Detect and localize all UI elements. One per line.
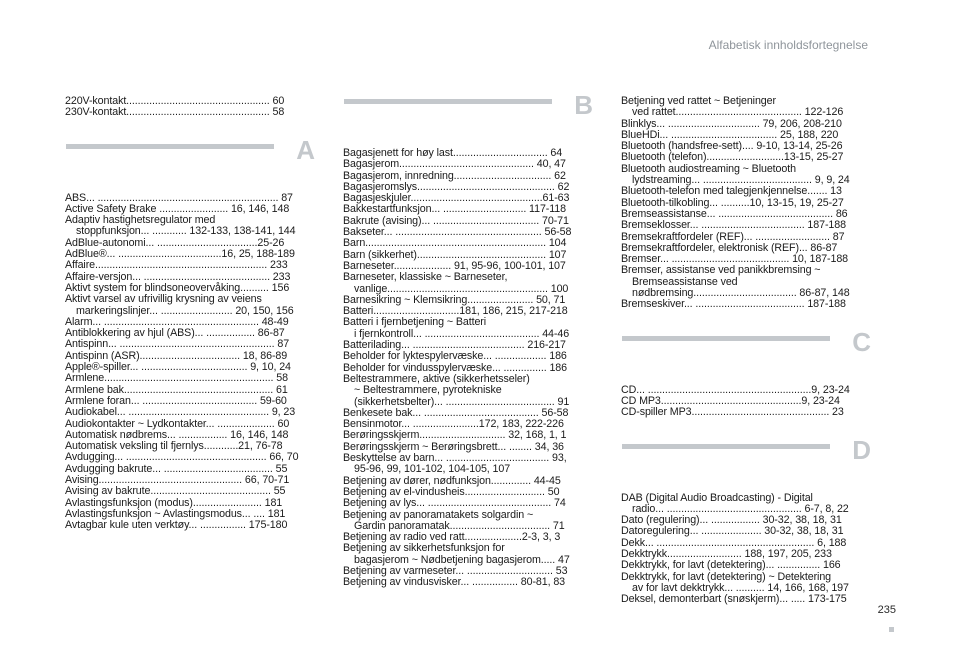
page-number: 235 — [877, 604, 896, 616]
entry-text: Apple®-spiller... ..................................... 9, 10, 24 — [65, 361, 291, 374]
section-divider — [344, 99, 552, 104]
index-entry — [343, 577, 597, 588]
index-section-d — [621, 434, 875, 606]
index-entry — [65, 107, 319, 118]
index-column-2 — [343, 90, 597, 611]
section-divider — [622, 444, 830, 449]
entry-text: CD MP3.................................................9, 23-24 — [621, 394, 840, 407]
entry-text: Antispinn... ...................................................... 87 — [65, 338, 290, 351]
entry-text: Affaire-versjon... ............................................ 233 — [65, 270, 291, 283]
section-letter: C — [852, 326, 871, 357]
entry-continuation: vanlige........................................................ 100 — [354, 282, 569, 295]
entry-continuation: bagasjerom ~ Nødbetjening bagasjerom..... 47 — [354, 553, 570, 566]
entry-text: Dekk... ....................................................... 6, 188 — [621, 536, 847, 549]
entry-text: Avtagbar kule uten verktøy... ................ 175-180 — [65, 519, 288, 532]
index-entry — [343, 510, 597, 533]
index-entry — [343, 272, 597, 295]
index-entry — [621, 560, 875, 571]
entry-continuation: ved rattet............................................ 122-126 — [632, 106, 844, 119]
entry-text: Bakrute (avising)... ..................................... 70-71 — [343, 214, 569, 227]
entry-text: Avlastingsfunksjon (modus)........................ 181 — [65, 496, 283, 509]
index-entry — [65, 294, 319, 317]
entry-text: Audiokontakter ~ Lydkontakter... .................... 60 — [65, 417, 290, 430]
entry-text: Bluetooth audiostreaming ~ Bluetooth — [621, 162, 796, 175]
entry-text: Berøringsskjerm.............................. 32, 168, 1, 1 — [343, 429, 567, 442]
entry-text: Bagasjeskjuler..............................................61-63 — [343, 192, 570, 205]
entry-text: BlueHDi... ..................................... 25, 188, 220 — [621, 128, 839, 141]
entry-text: Betjening av radio ved ratt....................2-3, 3, 3 — [343, 531, 561, 544]
entry-text: Betjening av sikkerhetsfunksjon for — [343, 542, 505, 555]
entry-text: Barnesikring ~ Klemsikring....................... 50, 71 — [343, 293, 566, 306]
entry-text: Batteri i fjernbetjening ~ Batteri — [343, 316, 487, 329]
entry-continuation: Bremseassistanse ved — [632, 275, 738, 288]
entry-continuation: Gardin panoramatak................................... 71 — [354, 519, 565, 532]
entry-continuation: 95-96, 99, 101-102, 104-105, 107 — [354, 463, 511, 476]
entry-text: Bluetooth-telefon med talegjenkjennelse....... 13 — [621, 185, 842, 198]
entry-text: Barn............................................................... 104 — [343, 237, 567, 250]
entry-text: Armlene........................................................... 58 — [65, 372, 288, 385]
entry-text: Bluetooth-tilkobling... ..........10, 13-15, 19, 25-27 — [621, 196, 844, 209]
entry-continuation: lydstreaming... ...................................... 9, 9, 24 — [632, 174, 850, 187]
entry-text: Barn (sikkerhet)............................................. 107 — [343, 248, 567, 261]
entry-text: Barneseter, klassiske ~ Barneseter, — [343, 271, 508, 284]
entry-text: Avising.................................................. 66, 70-71 — [65, 474, 290, 487]
index-entry — [343, 453, 597, 476]
index-entry — [621, 96, 875, 119]
entry-continuation: ~ Beltestrammere, pyrotekniske — [354, 384, 502, 397]
entry-text: Bagasjenett for høy last................................. 64 — [343, 147, 563, 159]
entry-text: CD... .........................................................9, 23-24 — [621, 383, 850, 396]
entry-text: Deksel, demonterbart (snøskjerm)... ..... 173-175 — [621, 593, 847, 606]
index-section-a — [65, 134, 319, 532]
index-entry — [343, 317, 597, 340]
entry-text: Betjening av vindusvisker... ................ 80-81, 83 — [343, 576, 566, 589]
entry-text: Bremsekraftfordeler, elektronisk (REF)... 86-87 — [621, 241, 838, 254]
entry-text: Bakkestartfunksjon... ............................. 117-118 — [343, 203, 566, 216]
page-end-marker — [889, 627, 894, 632]
entry-continuation: nødbremsing.................................... 86-87, 148 — [632, 287, 850, 300]
index-section — [65, 96, 319, 119]
index-entry — [343, 374, 597, 408]
entry-text: CD-spiller MP3................................................ 23 — [621, 406, 844, 419]
entry-text: Beholder for lyktespylervæske... .................. 186 — [343, 350, 567, 363]
entry-continuation: i fjernkontroll... ........................................ 44-46 — [354, 327, 570, 340]
entry-text: Dekktrykk.......................... 188, 197, 205, 233 — [621, 548, 832, 561]
index-section-c — [621, 326, 875, 419]
index-entry — [621, 265, 875, 299]
entry-continuation: markeringslinjer... ......................... 20, 150, 156 — [76, 304, 294, 317]
entry-text: Automatisk nødbrems... ................. 16, 146, 148 — [65, 428, 289, 441]
entry-text: Bremseassistanse... ........................................ 86 — [621, 207, 848, 220]
index-entry — [65, 373, 319, 384]
entry-text: Affaire............................................................ 233 — [65, 259, 288, 272]
entry-text: Betjening av el-vindusheis............................ 50 — [343, 485, 560, 498]
index-entry — [343, 238, 597, 249]
entry-text: Betjening av varmeseter... .............................. 53 — [343, 564, 568, 577]
entry-continuation: av for lavt dekktrykk... .......... 14, 166, 168, 197 — [632, 581, 849, 594]
entry-text: 230V-kontakt.................................................. 58 — [65, 106, 285, 119]
index-entry — [621, 572, 875, 595]
index-entry — [621, 186, 875, 197]
index-entry — [343, 351, 597, 362]
index-entry — [621, 164, 875, 187]
section-divider — [66, 144, 274, 149]
index-section — [621, 96, 875, 311]
entry-continuation: (sikkerhetsbelter)... ...................................... 91 — [354, 395, 570, 408]
entry-text: Batteri..............................181, 186, 215, 217-218 — [343, 305, 568, 318]
entry-text: Beltestrammere, aktive (sikkerhetsseler) — [343, 372, 530, 385]
entry-text: Betjening av lys... ........................................... 74 — [343, 497, 566, 510]
entry-text: DAB (Digital Audio Broadcasting) - Digital — [621, 491, 813, 504]
entry-text: Aktivt varsel av ufrivillig krysning av veiens — [65, 293, 262, 306]
entry-text: Blinklys... ................................ 79, 206, 208-210 — [621, 117, 842, 130]
index-entry — [65, 407, 319, 418]
entry-text: Armlene bak.................................................... 61 — [65, 383, 288, 396]
entry-text: ABS... ............................................................... 87 — [65, 191, 293, 204]
entry-text: AdBlue-autonomi... ...................................25-26 — [65, 236, 285, 249]
entry-text: Automatisk veksling til fjernlys............21, 76-78 — [65, 440, 283, 453]
section-letter: B — [574, 90, 593, 120]
entry-text: Betjening ved rattet ~ Betjeninger — [621, 95, 776, 107]
entry-text: Alarm... ...................................................... 48-49 — [65, 315, 289, 328]
index-entry — [343, 543, 597, 566]
entry-text: Bakseter... ................................................... 56-58 — [343, 226, 572, 239]
index-entry — [621, 220, 875, 231]
entry-text: Bensinmotor... .......................172, 183, 222-226 — [343, 418, 564, 431]
entry-text: Adaptiv hastighetsregulator med — [65, 214, 216, 227]
entry-text: Bremser... ......................................... 10, 187-188 — [621, 253, 849, 266]
entry-text: Bremseskiver... ...................................... 187-188 — [621, 298, 846, 311]
section-letter: A — [296, 134, 315, 165]
entry-text: Antiblokkering av hjul (ABS)... ................. 86-87 — [65, 327, 285, 340]
entry-text: Bagasjerom............................................... 40, 47 — [343, 158, 566, 171]
entry-text: Barneseter.................... 91, 95-96, 100-101, 107 — [343, 259, 566, 272]
entry-text: Bagasjerom, innredning.................................. 62 — [343, 169, 566, 182]
index-entry — [343, 159, 597, 170]
entry-text: Dekktrykk, for lavt (detektering)... ............... 166 — [621, 559, 841, 572]
entry-text: Bluetooth (telefon)...........................13-15, 25-27 — [621, 151, 844, 164]
index-column-3 — [621, 96, 875, 628]
entry-text: Betjening av panoramatakets solgardin ~ — [343, 508, 534, 521]
entry-continuation: stoppfunksjon... ............ 132-133, 138-141, 144 — [76, 225, 296, 238]
entry-text: Antispinn (ASR)................................... 18, 86-89 — [65, 349, 288, 362]
index-entry — [621, 299, 875, 310]
index-entry — [65, 520, 319, 531]
entry-text: Batterilading... ....................................... 216-217 — [343, 339, 566, 352]
entry-text: Bagasjeromslys................................................ 62 — [343, 180, 570, 193]
entry-text: Dekktrykk, for lavt (detektering) ~ Detektering — [621, 570, 832, 583]
entry-text: Bluetooth (handsfree-sett).... 9-10, 13-14, 25-26 — [621, 140, 843, 153]
index-entry — [621, 407, 875, 418]
entry-text: Avdugging... ................................................. 66, 70 — [65, 451, 299, 464]
entry-text: Bremser, assistanse ved panikkbremsing ~ — [621, 264, 821, 277]
index-entry — [343, 498, 597, 509]
entry-continuation: radio... ............................................... 6-7, 8, 22 — [632, 502, 849, 515]
entry-text: 220V-kontakt.................................................. 60 — [65, 95, 285, 107]
index-entry — [65, 260, 319, 271]
entry-text: Avdugging bakrute... ...................................... 55 — [65, 462, 288, 475]
index-section-b — [343, 90, 597, 589]
entry-text: Beholder for vindusspylervæske... ............... 186 — [343, 361, 567, 374]
index-column-1 — [65, 96, 319, 554]
index-entry — [621, 493, 875, 516]
entry-text: Audiokabel... ................................................. 9, 23 — [65, 406, 296, 419]
entry-text: Avising av bakrute.......................................... 55 — [65, 485, 286, 498]
entry-text: Bremsekraftfordeler (REF)... .......................... 87 — [621, 230, 845, 243]
index-entry — [65, 215, 319, 238]
entry-text: Active Safety Brake ........................ 16, 146, 148 — [65, 202, 290, 215]
entry-text: Bremseklosser... .................................... 187-188 — [621, 219, 846, 232]
entry-text: Avlastingsfunksjon ~ Avlastingsmodus... .... 181 — [65, 507, 286, 520]
entry-text: Berøringsskjerm ~ Berøringsbrett... ........ 34, 36 — [343, 440, 564, 453]
entry-text: Dato (regulering)... ................. 30-32, 38, 18, 31 — [621, 514, 842, 527]
entry-text: Aktivt system for blindsoneovervåking.......... 156 — [65, 281, 290, 294]
index-entry — [621, 594, 875, 605]
index-entry — [65, 486, 319, 497]
entry-text: Beskyttelse av barn... .................................... 93, — [343, 452, 567, 465]
section-divider — [622, 336, 830, 341]
entry-text: Betjening av dører, nødfunksjon.............. 44-45 — [343, 474, 561, 487]
section-letter: D — [852, 434, 871, 465]
entry-text: Armlene foran... ........................................ 59-60 — [65, 394, 287, 407]
entry-text: Datoregulering... ..................... 30-32, 38, 18, 31 — [621, 525, 844, 538]
page-header: Alfabetisk innholdsfortegnelse — [708, 38, 868, 52]
entry-text: Benkesete bak... ........................................ 56-58 — [343, 406, 569, 419]
entry-text: AdBlue®... ....................................16, 25, 188-189 — [65, 248, 295, 261]
